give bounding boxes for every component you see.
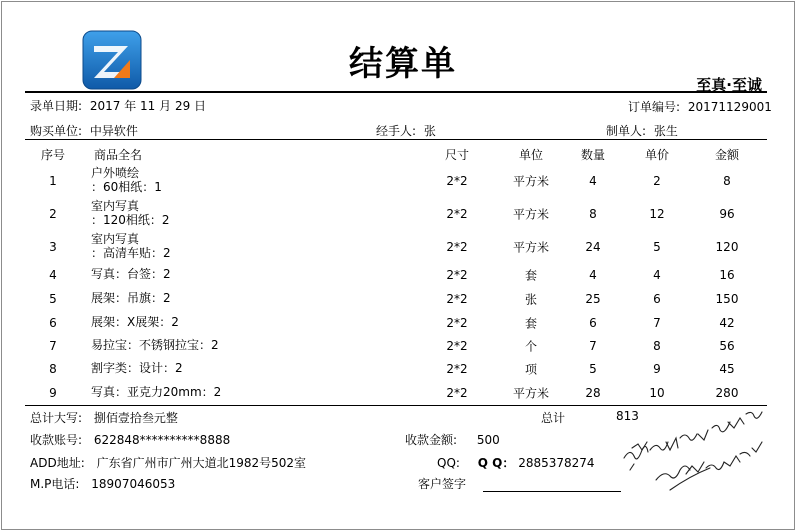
cell-amount: 56 xyxy=(719,339,735,353)
phone-label: M.P电话: xyxy=(30,477,80,491)
cell-price: 5 xyxy=(653,240,661,254)
cell-no: 5 xyxy=(49,292,57,306)
cell-name: 易拉宝：不锈钢拉宝：2 xyxy=(91,338,219,352)
cell-name: 展架：X展架：2 xyxy=(91,315,179,329)
cell-unit: 平方米 xyxy=(512,386,550,401)
received-row xyxy=(405,431,500,448)
cell-price: 4 xyxy=(653,268,661,282)
address-label: ADD地址: xyxy=(30,456,85,470)
qq-label: QQ: xyxy=(437,456,460,470)
cell-size: 2*2 xyxy=(446,362,468,376)
cell-no: 4 xyxy=(49,268,57,282)
cell-name-detail: ：120相纸：2 xyxy=(91,213,170,227)
order-no-row xyxy=(628,98,772,115)
cell-size: 2*2 xyxy=(446,268,468,282)
handwriting-signature-icon xyxy=(620,398,770,493)
cell-price: 10 xyxy=(649,386,665,400)
cell-name: 割字类：设计：2 xyxy=(91,361,183,375)
cell-size: 2*2 xyxy=(446,292,468,306)
qq-value: 2885378274 xyxy=(518,456,595,470)
col-header-price: 单价 xyxy=(644,148,670,162)
cell-no: 9 xyxy=(49,386,57,400)
address-row xyxy=(30,454,306,471)
cell-amount: 150 xyxy=(715,292,739,306)
col-header-qty: 数量 xyxy=(580,148,606,162)
document-title: 结算单 xyxy=(349,44,457,84)
cell-no: 6 xyxy=(49,316,57,330)
col-header-amount: 金额 xyxy=(714,148,740,162)
cell-unit: 张 xyxy=(524,292,538,307)
handler-value: 张 xyxy=(423,124,436,138)
sign-label: 客户签字 xyxy=(418,477,467,491)
cell-size: 2*2 xyxy=(446,207,468,221)
cell-size: 2*2 xyxy=(446,240,468,254)
slogan: 至真·至诚 xyxy=(696,76,762,94)
col-header-name: 商品全名 xyxy=(93,148,143,162)
received-value: 500 xyxy=(476,433,500,447)
cell-qty: 7 xyxy=(589,339,597,353)
cell-price: 6 xyxy=(653,292,661,306)
cell-unit: 平方米 xyxy=(512,174,550,189)
address-value: 广东省广州市广州大道北1982号502室 xyxy=(96,456,307,470)
cell-name: 室内写真 xyxy=(91,232,140,246)
cell-size: 2*2 xyxy=(446,174,468,188)
cell-qty: 28 xyxy=(585,386,601,400)
cell-unit: 平方米 xyxy=(512,207,550,222)
qq-row xyxy=(437,454,595,471)
cell-size: 2*2 xyxy=(446,316,468,330)
cell-price: 7 xyxy=(653,316,661,330)
phone-value: 18907046053 xyxy=(91,477,176,491)
entry-date-label: 录单日期: xyxy=(30,99,83,113)
order-no-label: 订单编号: xyxy=(628,100,681,114)
signature-line xyxy=(483,491,621,492)
order-no-value: 20171129001 xyxy=(687,100,772,114)
total-value: 813 xyxy=(616,409,639,423)
cell-size: 2*2 xyxy=(446,386,468,400)
header-divider xyxy=(25,91,767,93)
cell-no: 1 xyxy=(49,174,57,188)
cell-no: 8 xyxy=(49,362,57,376)
cell-qty: 4 xyxy=(589,268,597,282)
cell-unit: 套 xyxy=(524,268,538,283)
col-header-unit: 单位 xyxy=(518,148,544,162)
qq-prefix: Q Q： xyxy=(477,456,515,470)
total-words-label: 总计大写: xyxy=(30,411,83,425)
received-label: 收款金额: xyxy=(405,433,458,447)
total-words-row xyxy=(30,409,178,426)
cell-qty: 8 xyxy=(589,207,597,221)
cell-amount: 280 xyxy=(715,386,739,400)
company-logo-icon xyxy=(82,30,142,90)
account-value: 622848**********8888 xyxy=(93,433,231,447)
cell-name-detail: ：高清车贴：2 xyxy=(91,246,171,260)
account-row xyxy=(30,431,230,448)
cell-amount: 16 xyxy=(719,268,735,282)
cell-amount: 96 xyxy=(719,207,735,221)
maker-value: 张生 xyxy=(653,124,678,138)
col-header-size: 尺寸 xyxy=(444,148,470,162)
cell-amount: 8 xyxy=(723,174,731,188)
entry-date-value: 2017 年 11 月 29 日 xyxy=(89,99,207,113)
handler-label: 经手人: xyxy=(376,124,417,138)
cell-amount: 42 xyxy=(719,316,735,330)
cell-no: 7 xyxy=(49,339,57,353)
cell-unit: 套 xyxy=(524,316,538,331)
handler-row xyxy=(376,122,436,139)
cell-name: 写真：台签：2 xyxy=(91,267,171,281)
buyer-row xyxy=(30,122,138,139)
buyer-value: 中异软件 xyxy=(89,124,138,138)
phone-row xyxy=(30,475,175,492)
maker-label: 制单人: xyxy=(606,124,647,138)
cell-price: 8 xyxy=(653,339,661,353)
cell-qty: 6 xyxy=(589,316,597,330)
cell-size: 2*2 xyxy=(446,339,468,353)
cell-unit: 个 xyxy=(524,339,538,354)
cell-qty: 25 xyxy=(585,292,601,306)
account-label: 收款账号: xyxy=(30,433,83,447)
cell-price: 2 xyxy=(653,174,661,188)
cell-amount: 45 xyxy=(719,362,735,376)
entry-date-row xyxy=(30,97,206,114)
maker-row xyxy=(606,122,678,139)
cell-no: 2 xyxy=(49,207,57,221)
cell-no: 3 xyxy=(49,240,57,254)
cell-name-detail: ：60相纸：1 xyxy=(91,180,162,194)
buyer-label: 购买单位: xyxy=(30,124,83,138)
cell-name: 室内写真 xyxy=(91,199,140,213)
cell-price: 9 xyxy=(653,362,661,376)
cell-name: 展架：吊旗：2 xyxy=(91,291,171,305)
cell-qty: 4 xyxy=(589,174,597,188)
total-label: 总计 xyxy=(541,411,566,425)
cell-amount: 120 xyxy=(715,240,739,254)
cell-unit: 项 xyxy=(524,362,538,377)
cell-name: 户外喷绘 xyxy=(91,166,140,180)
cell-qty: 24 xyxy=(585,240,601,254)
col-header-no: 序号 xyxy=(40,148,66,162)
table-top-divider xyxy=(25,139,767,140)
cell-name: 写真：亚克力20mm：2 xyxy=(91,385,222,399)
total-words-value: 捌佰壹拾叁元整 xyxy=(93,411,178,425)
cell-qty: 5 xyxy=(589,362,597,376)
cell-unit: 平方米 xyxy=(512,240,550,255)
cell-price: 12 xyxy=(649,207,665,221)
